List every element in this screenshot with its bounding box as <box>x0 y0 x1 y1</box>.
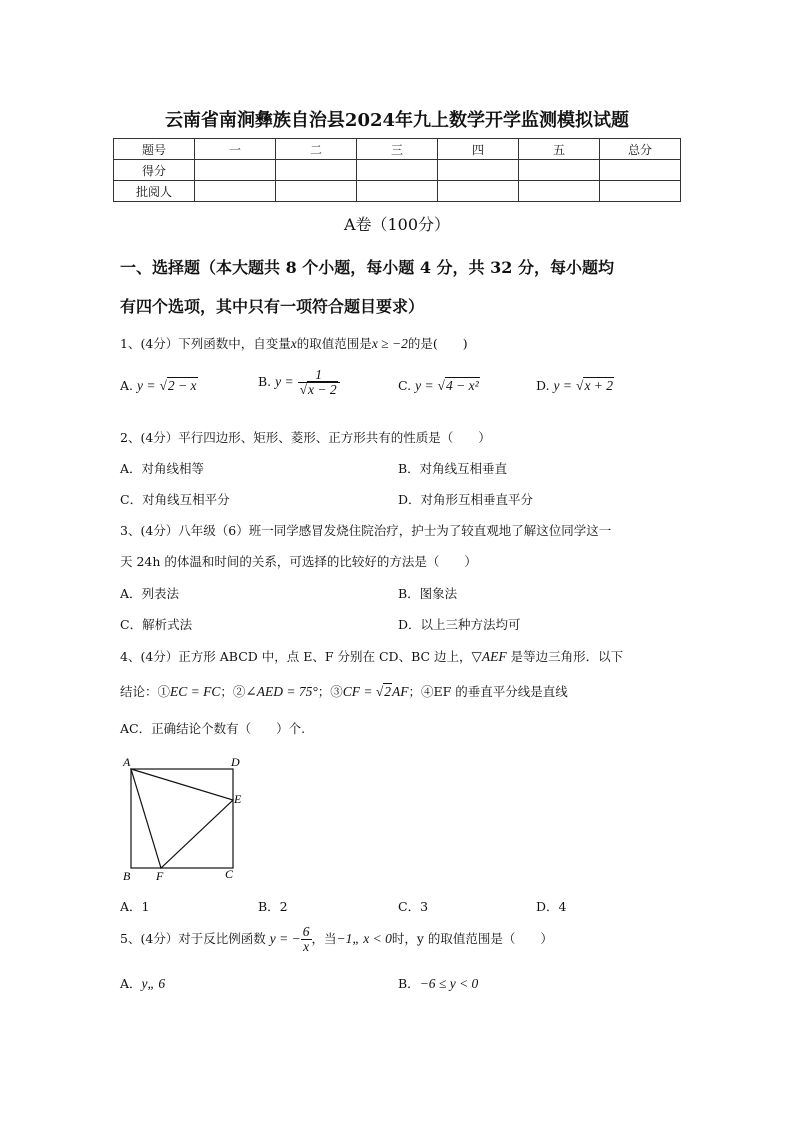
q3-option-b[interactable]: B．图象法 <box>398 586 458 601</box>
q1-stem-text: 1、(4分）下列函数中，自变量 <box>120 336 291 351</box>
option-label: B． <box>398 976 420 991</box>
point-label-b: B <box>123 869 131 883</box>
q1-stem-text: 的是( ) <box>407 336 468 351</box>
score-input-cell[interactable] <box>357 181 438 202</box>
exam-title: 云南省南涧彝族自治县2024年九上数学开学监测模拟试题 <box>164 110 630 131</box>
q4-conclusion-3: CF = √2AF <box>342 684 409 699</box>
q4-text: ；④EF 的垂直平分线是直线 <box>408 684 568 699</box>
option-lhs: y = <box>137 378 156 393</box>
score-input-cell[interactable] <box>276 160 357 181</box>
q4-option-d[interactable]: D．4 <box>536 899 567 914</box>
q5-text: ，当 <box>311 931 337 947</box>
point-label-c: C <box>225 867 234 881</box>
q4-text: 结论：① <box>120 684 171 699</box>
q2-option-d[interactable]: D．对角形互相垂直平分 <box>398 492 534 507</box>
fraction-numerator: 6 <box>302 924 310 939</box>
q5-text: 5、(4分）对于反比例函数 <box>120 931 266 947</box>
option-fraction: $\frac{1}{√x - 2}$ <box>298 368 340 397</box>
question-4-stem-line1 <box>120 647 623 665</box>
score-table-cell: 五 <box>519 139 600 160</box>
score-input-cell[interactable] <box>276 181 357 202</box>
score-input-cell[interactable] <box>357 160 438 181</box>
question-3-stem-line2: 天 24h 的体温和时间的关系，可选择的比较好的方法是（ ） <box>120 554 477 569</box>
score-input-cell[interactable] <box>600 160 681 181</box>
q5-text: 时，y 的取值范围是（ ） <box>391 931 553 947</box>
section-heading-line2: 有四个选项，其中只有一项符合题目要求） <box>120 297 425 316</box>
q2-option-a[interactable]: A．对角线相等 <box>120 461 205 476</box>
score-table-cell: 题号 <box>114 139 195 160</box>
score-table-cell: 得分 <box>114 160 195 181</box>
option-lhs: y = <box>415 378 434 393</box>
q4-triangle: ▽AEF <box>471 649 507 664</box>
q4-option-b[interactable]: B．2 <box>258 899 288 914</box>
q1-stem-text: 的取值范围是 <box>296 336 372 351</box>
score-input-cell[interactable] <box>519 160 600 181</box>
point-label-d: D <box>231 755 240 769</box>
q4-option-a[interactable]: A．1 <box>120 899 150 914</box>
score-table-cell: 一 <box>195 139 276 160</box>
score-input-cell[interactable] <box>195 160 276 181</box>
q5-condition: −1„ x < 0 <box>336 931 392 947</box>
point-label-e: E <box>234 792 242 806</box>
question-2-stem: 2、(4分）平行四边形、矩形、菱形、正方形共有的性质是（ ） <box>120 430 491 445</box>
question-1-stem <box>120 334 468 352</box>
q5-option-b[interactable] <box>398 974 478 992</box>
q4-option-c[interactable]: C．3 <box>398 899 429 914</box>
q1-option-d[interactable]: D. y = √x + 2 <box>536 378 614 393</box>
score-table-cell: 三 <box>357 139 438 160</box>
option-radicand: x + 2 <box>584 378 614 393</box>
score-input-cell[interactable] <box>519 181 600 202</box>
option-lhs: y = <box>553 378 573 393</box>
square-figure <box>118 752 258 884</box>
volume-heading: A卷（100分） <box>343 215 451 234</box>
option-value: y„ 6 <box>141 976 166 991</box>
q2-option-c[interactable]: C．对角线互相平分 <box>120 492 230 507</box>
score-input-cell[interactable] <box>438 181 519 202</box>
question-5-stem <box>120 925 553 954</box>
option-value: −6 ≤ y < 0 <box>419 976 479 991</box>
q3-option-a[interactable]: A．列表法 <box>120 586 180 601</box>
score-table-cell: 批阅人 <box>114 181 195 202</box>
score-input-cell[interactable] <box>600 181 681 202</box>
q3-option-c[interactable]: C．解析式法 <box>120 617 193 632</box>
q1-option-b[interactable] <box>258 368 340 397</box>
option-radicand: 2 − x <box>167 378 197 393</box>
option-label: D. <box>536 378 550 393</box>
q4-conclusion-2: ∠AED = 75° <box>245 684 318 699</box>
point-label-a: A <box>123 755 131 769</box>
option-lhs: y = <box>275 374 294 390</box>
q1-option-c[interactable]: C. y = √4 − x² <box>398 378 479 393</box>
option-label: A． <box>120 976 142 991</box>
score-table-cell: 二 <box>276 139 357 160</box>
score-table <box>113 138 681 202</box>
fraction-denominator: x <box>301 939 312 954</box>
score-table-row <box>114 160 681 181</box>
option-radicand: x − 2 <box>308 382 337 398</box>
q4-conclusion-1: EC = FC <box>170 684 221 699</box>
q1-var: x <box>290 336 297 351</box>
option-label: C. <box>398 378 412 393</box>
q1-option-a[interactable]: A. y = √2 − x <box>120 378 197 393</box>
score-input-cell[interactable] <box>438 160 519 181</box>
section-heading-line1: 一、选择题（本大题共 8 个小题，每小题 4 分，共 32 分，每小题均 <box>120 258 614 277</box>
question-3-stem-line1: 3、(4分）八年级（6）班一同学感冒发烧住院治疗，护士为了较直观地了解这位同学这一 <box>120 523 612 538</box>
q4-text: 4、(4分）正方形 ABCD 中，点 E、F 分别在 CD、BC 边上， <box>120 649 472 664</box>
score-table-cell: 四 <box>438 139 519 160</box>
q4-text: ；③ <box>317 684 343 699</box>
q2-option-b[interactable]: B．对角线互相垂直 <box>398 461 508 476</box>
score-table-header-row <box>114 139 681 160</box>
q5-option-a[interactable] <box>120 974 165 992</box>
q4-text: 是等边三角形．以下 <box>506 649 624 664</box>
fraction-numerator: 1 <box>315 367 323 382</box>
score-table-cell: 总分 <box>600 139 681 160</box>
q1-condition: x ≥ −2 <box>371 336 408 351</box>
score-table-row <box>114 181 681 202</box>
option-label: B. <box>258 374 272 390</box>
triangle-aef <box>131 769 233 868</box>
option-label: A. <box>120 378 134 393</box>
q5-fraction <box>301 925 312 954</box>
q3-option-d[interactable]: D．以上三种方法均可 <box>398 617 521 632</box>
question-4-stem-line2 <box>120 682 568 700</box>
q4-text: ；② <box>220 684 246 699</box>
point-label-f: F <box>156 869 164 883</box>
option-radicand: 4 − x² <box>445 378 479 393</box>
question-4-stem-line3: AC．正确结论个数有（ ）个. <box>120 721 306 736</box>
score-input-cell[interactable] <box>195 181 276 202</box>
q5-function-lhs: y = − <box>269 931 301 947</box>
